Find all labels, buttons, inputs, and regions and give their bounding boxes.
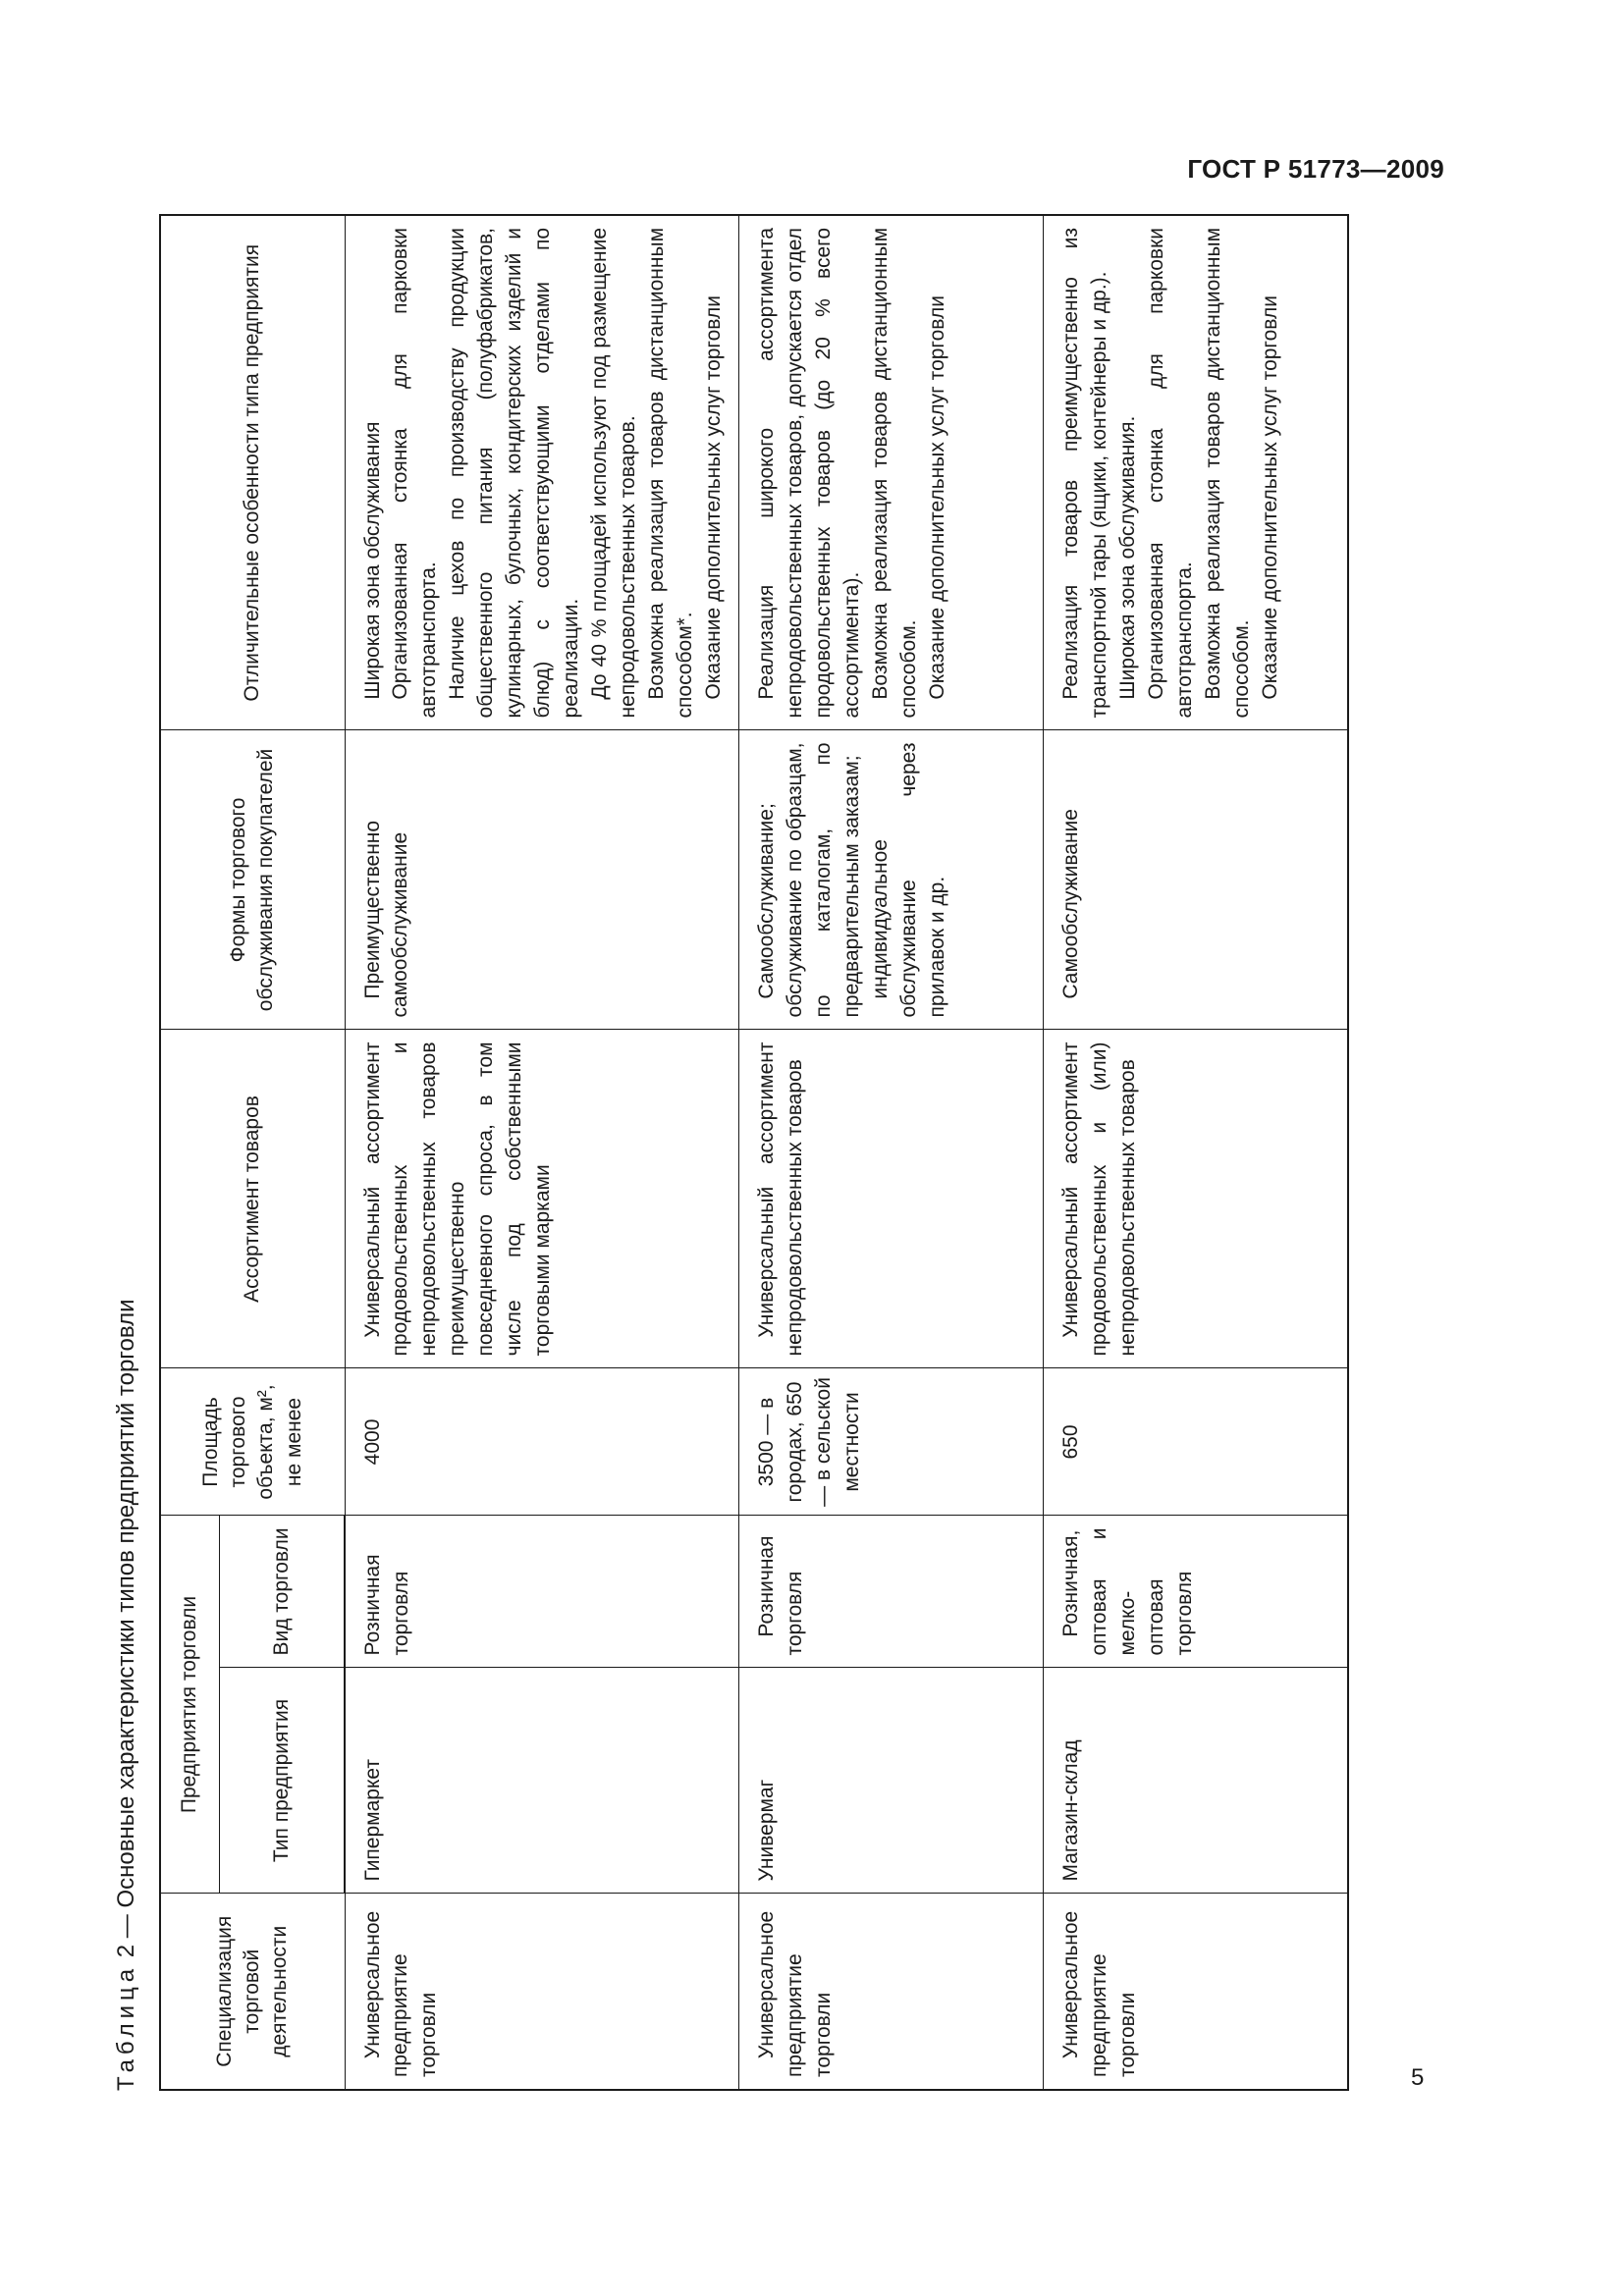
- cell-area: 3500 — в городах, 650 — в сельской местности: [739, 1368, 1044, 1516]
- header-area: Площадь торгового объекта, м², не менее: [160, 1368, 345, 1516]
- caption-label: Таблица: [113, 1963, 139, 2091]
- caption-text: 2 — Основные характеристики типов предприятий торговли: [113, 1299, 139, 1958]
- cell-service-forms: [739, 730, 1044, 1030]
- header-trade-kind: Вид торговли: [219, 1516, 345, 1668]
- cell-service-forms: Самообслуживание: [1044, 730, 1348, 1030]
- page-number: 5: [1411, 2064, 1425, 2091]
- cell-assortment: Универсальный ассортимент продовольственных и (или) непродовольственных товаров: [1044, 1030, 1348, 1368]
- feature-line: Организованная стоянка для парковки автотранспорта.: [389, 227, 441, 719]
- feature-line: Оказание дополнительных услуг торговли: [702, 295, 726, 700]
- header-features: Отличительные особенности типа предприятия: [160, 215, 345, 730]
- header-assortment: Ассортимент товаров: [160, 1030, 345, 1368]
- cell-type: Универмаг: [739, 1668, 1044, 1894]
- feature-line: Оказание дополнительных услуг торговли: [1258, 295, 1281, 700]
- feature-line: Реализация товаров преимущественно из транспортной тары (ящики, контейнеры и др.).: [1059, 227, 1111, 719]
- cell-features: [345, 215, 739, 730]
- cell-specialization: Универсальное предприятие торговли: [345, 1894, 739, 2090]
- cell-area: 650: [1044, 1368, 1348, 1516]
- feature-line: До 40 % площадей используют под размещение непродовольственных товаров.: [588, 227, 640, 719]
- feature-line: Оказание дополнительных услуг торговли: [925, 295, 948, 700]
- service-form-line: Самообслуживание;: [755, 803, 779, 999]
- service-form-line: индивидуальное обслуживание через прилавок и др.: [868, 742, 948, 1018]
- cell-specialization: Универсальное предприятие торговли: [1044, 1894, 1348, 2090]
- feature-line: Наличие цехов по производству продукции общественного питания (полуфабрикатов, кулинарных, булочных, кондитерских изделий и блюд) с соответствующими отделами по реализации.: [446, 227, 583, 719]
- document-code: ГОСТ Р 51773—2009: [1187, 154, 1444, 184]
- service-form-line: обслуживание по образцам, по каталогам, по предварительным заказам;: [784, 742, 863, 1018]
- rotated-table-block: [98, 216, 1453, 2091]
- header-type: Тип предприятия: [219, 1668, 345, 1894]
- feature-line: Широкая зона обслуживания: [360, 421, 384, 700]
- cell-trade-kind: Розничная торговля: [739, 1516, 1044, 1668]
- characteristics-table: [159, 214, 1349, 2091]
- cell-assortment: Универсальный ассортимент продовольственных и непродовольственных товаров преимущественно повседневного спроса, в том числе под собственными торговыми марками: [345, 1030, 739, 1368]
- feature-line: Организованная стоянка для парковки автотранспорта.: [1145, 227, 1196, 719]
- cell-trade-kind: Розничная торговля: [345, 1516, 739, 1668]
- cell-specialization: Универсальное предприятие торговли: [739, 1894, 1044, 2090]
- header-specialization: Специализация торговой деятельности: [160, 1894, 345, 2090]
- cell-features: [1044, 215, 1348, 730]
- cell-type: Магазин-склад: [1044, 1668, 1348, 1894]
- feature-line: Реализация широкого ассортимента непродовольственных товаров, допускается отдел продовольственных товаров (до 20 % всего ассортимента).: [755, 227, 863, 719]
- header-service-forms: Формы торгового обслуживания покупателей: [160, 730, 345, 1030]
- feature-line: Возможна реализация товаров дистанционным способом*.: [645, 227, 697, 719]
- table-row: [739, 215, 1044, 2090]
- header-enterprise-group: Предприятия торговли: [160, 1516, 219, 1894]
- cell-service-forms: Преимущественно самообслуживание: [345, 730, 739, 1030]
- table-row: [1044, 215, 1348, 2090]
- table-row: [345, 215, 739, 2090]
- table-caption: [98, 1300, 155, 2092]
- cell-area: 4000: [345, 1368, 739, 1516]
- cell-trade-kind: Розничная, оптовая и мелкооптовая торговля: [1044, 1516, 1348, 1668]
- cell-features: [739, 215, 1044, 730]
- cell-assortment: Универсальный ассортимент непродовольственных товаров: [739, 1030, 1044, 1368]
- feature-line: Возможна реализация товаров дистанционным способом.: [1201, 227, 1253, 719]
- feature-line: Широкая зона обслуживания.: [1116, 415, 1140, 700]
- cell-type: Гипермаркет: [345, 1668, 739, 1894]
- feature-line: Возможна реализация товаров дистанционным способом.: [868, 227, 920, 719]
